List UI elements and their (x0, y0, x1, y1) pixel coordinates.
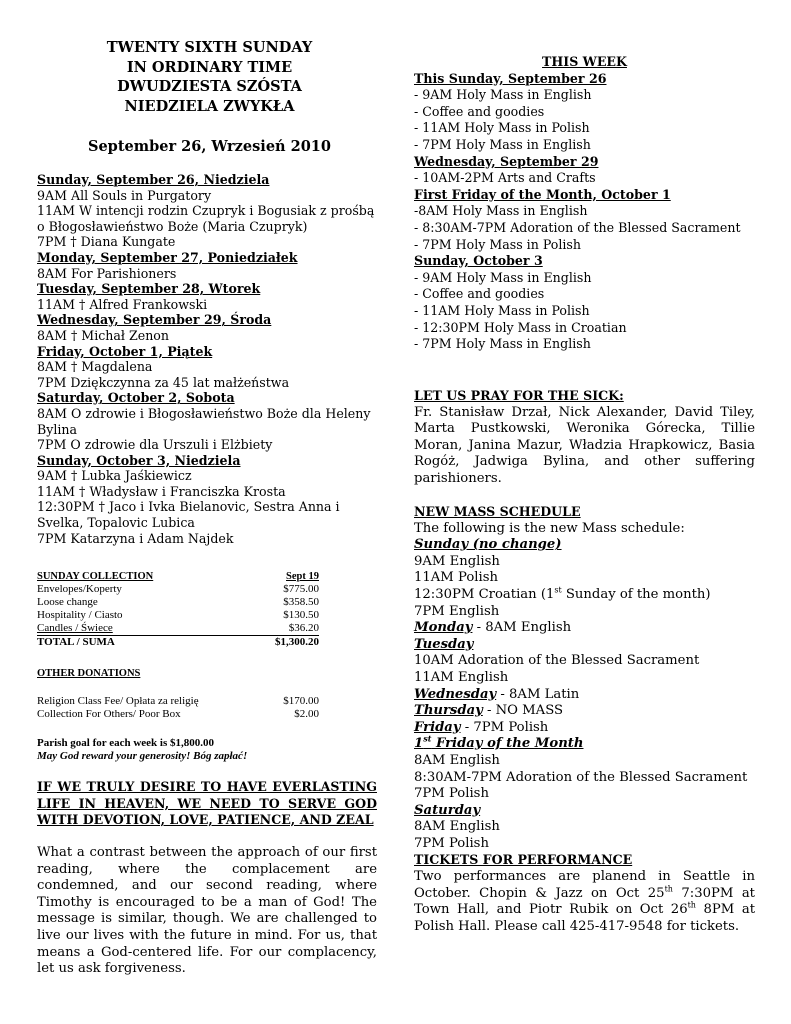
collection-row (37, 609, 319, 622)
schedule-line: 8AM † Michał Zenon (37, 327, 169, 343)
parish-goal-blessing: May God reward your generosity! Bóg zapłać! (37, 750, 248, 762)
tickets-sup: th (664, 884, 673, 894)
collection-row (37, 583, 319, 596)
mass-intentions (37, 172, 382, 546)
bulletin-date: September 26, Wrzesień 2010 (87, 138, 331, 155)
schedule-line: 7PM English (414, 603, 500, 619)
collection-row (37, 596, 319, 609)
collection-amount: $775.00 (283, 583, 319, 595)
day-heading: This Sunday, September 26 (414, 70, 607, 86)
tickets-text: 7:30PM at Town Hall, and Piotr Rubik on Oct 26 (414, 885, 755, 918)
schedule-line: 11AM English (414, 669, 509, 685)
schedule-line: 11AM W intencji rodzin Czupryk i Bogusiak z prośbą o Błogosławieństwo Boże (Maria Czupryk) (37, 203, 375, 234)
title-line: IN ORDINARY TIME (126, 58, 293, 76)
tuesday-label: Tuesday (414, 636, 474, 652)
sick-section (414, 388, 755, 488)
schedule-line: - Coffee and goodies (414, 286, 545, 302)
schedule-line (414, 587, 755, 604)
collection-amount: $130.50 (283, 609, 319, 621)
croatian-pre: 12:30PM Croatian (1 (414, 586, 555, 602)
schedule-line: - 8:30AM-7PM Adoration of the Blessed Sacrament (414, 219, 741, 235)
first-friday-num: 1 (414, 736, 424, 752)
monday-label: Monday (414, 620, 473, 636)
wednesday-label: Wednesday (414, 686, 497, 702)
day-heading: Friday, October 1, Piątek (37, 343, 213, 359)
schedule-line (414, 720, 755, 737)
sunday-collection-table (37, 570, 319, 649)
schedule-line: 11AM Polish (414, 570, 498, 586)
day-heading: Tuesday, September 28, Wtorek (37, 281, 261, 297)
schedule-line: 7PM Polish (414, 786, 489, 802)
schedule-line: 9AM All Souls in Purgatory (37, 187, 212, 203)
tickets-text: Two performances are planend in Seattle in October. Chopin & Jazz on Oct 25 (414, 869, 755, 901)
donation-label: Religion Class Fee/ Opłata za religię (37, 695, 199, 707)
schedule-line: 8AM O zdrowie i Błogosławieństwo Boże dla Heleny Bylina (37, 405, 371, 437)
schedule-line: 7PM † Diana Kungate (37, 234, 176, 250)
schedule-line: 8AM † Magdalena (37, 359, 153, 375)
donation-label: Collection For Others/ Poor Box (37, 708, 181, 720)
schedule-line: -8AM Holy Mass in English (414, 203, 588, 219)
schedule-line: 10AM Adoration of the Blessed Sacrament (414, 653, 700, 669)
day-heading: Monday, September 27, Poniedziałek (37, 249, 298, 265)
parish-goal (37, 737, 382, 763)
new-schedule-intro: The following is the new Mass schedule: (414, 520, 685, 536)
other-donations-table (37, 695, 319, 721)
tickets-body (414, 869, 755, 935)
first-friday-rest: Friday of the Month (431, 736, 584, 752)
thursday-text: - NO MASS (482, 703, 564, 719)
schedule-line: 8AM English (414, 819, 500, 835)
collection-total-label: TOTAL / SUMA (37, 636, 115, 648)
schedule-line: - 11AM Holy Mass in Polish (414, 120, 590, 136)
collection-amount: $358.50 (283, 596, 319, 608)
schedule-line: 8AM English (414, 752, 500, 768)
schedule-line: 11AM † Alfred Frankowski (37, 296, 208, 312)
donation-row (37, 695, 319, 708)
title-line: TWENTY SIXTH SUNDAY (106, 39, 313, 56)
tickets-text: 8PM at Polish Hall. Please call 425-417-9548 for tickets. (414, 902, 756, 934)
day-heading: Sunday, October 3 (414, 253, 543, 269)
day-heading: Saturday, October 2, Sobota (37, 390, 235, 406)
donation-amount: $170.00 (283, 695, 319, 707)
croatian-post: Sunday of the month) (561, 586, 711, 602)
collection-label: Hospitality / Ciasto (37, 609, 123, 621)
this-week-list (414, 71, 755, 353)
saturday-label: Saturday (414, 802, 481, 818)
new-schedule-header: NEW MASS SCHEDULE (414, 504, 581, 519)
schedule-line: 12:30PM † Jaco i Ivka Bielanovic, Sestra Anna i Svelka, Topalovic Lubica (37, 499, 340, 531)
schedule-line: - 9AM Holy Mass in English (414, 269, 592, 285)
monday-text: - 8AM English (472, 620, 572, 636)
friday-text: - 7PM Polish (460, 719, 549, 735)
schedule-line: 8:30AM-7PM Adoration of the Blessed Sacrament (414, 769, 748, 785)
title-line: DWUDZIESTA SZÓSTA (117, 78, 302, 95)
this-week-section (414, 54, 755, 353)
collection-total-row (37, 636, 319, 649)
day-heading: Wednesday, September 29 (414, 153, 599, 169)
collection-label: Candles / Świece (37, 622, 113, 634)
schedule-line: - 9AM Holy Mass in English (414, 87, 592, 103)
donation-amount: $2.00 (294, 708, 319, 720)
sick-header: LET US PRAY FOR THE SICK: (414, 388, 624, 403)
schedule-line: 7PM Katarzyna i Adam Najdek (37, 530, 234, 546)
collection-header-label: SUNDAY COLLECTION (37, 571, 154, 582)
schedule-line: 8AM For Parishioners (37, 265, 177, 281)
schedule-line: - Coffee and goodies (414, 103, 545, 119)
first-friday-sup: st (423, 733, 432, 744)
first-friday-label (414, 733, 755, 753)
schedule-line: 9AM † Lubka Jaśkiewicz (37, 468, 192, 484)
reflection-heading: IF WE TRULY DESIRE TO HAVE EVERLASTING LIFE IN HEAVEN, WE NEED TO SERVE GOD WITH DEVOTION, LOVE, PATIENCE, AND ZEAL (37, 779, 377, 827)
thursday-label: Thursday (414, 703, 483, 719)
schedule-line: - 7PM Holy Mass in English (414, 336, 591, 352)
new-mass-schedule-section (414, 504, 755, 935)
wednesday-text: - 8AM Latin (496, 686, 580, 702)
friday-label: Friday (414, 719, 461, 735)
day-heading: Sunday, October 3, Niedziela (37, 452, 241, 468)
schedule-line: - 7PM Holy Mass in English (414, 136, 591, 152)
schedule-line: 7PM Polish (414, 835, 489, 851)
day-heading: Wednesday, September 29, Środa (37, 312, 272, 328)
schedule-line (414, 687, 755, 704)
schedule-line: 9AM English (414, 553, 500, 569)
new-schedule-body (414, 521, 755, 853)
tickets-sup: th (687, 900, 696, 910)
schedule-line: 11AM † Władysław i Franciszka Krosta (37, 483, 286, 499)
collection-total-amount: $1,300.20 (275, 636, 319, 648)
sick-list: Fr. Stanisław Drzał, Nick Alexander, David Tiley, Marta Pustkowski, Weronika Górecka, Tillie Moran, Janina Mazur, Władzia Hrapkowicz, Basia Rogóż, Jadwiga Bylina, and other suffering parishioners. (414, 404, 755, 486)
donation-row (37, 708, 319, 721)
collection-header-date: Sept 19 (286, 571, 319, 582)
collection-header-row (37, 570, 319, 583)
schedule-line (414, 620, 755, 637)
other-donations-header: OTHER DONATIONS (37, 668, 141, 679)
croatian-sup: st (554, 585, 562, 595)
parish-goal-line: Parish goal for each week is $1,800.00 (37, 737, 215, 749)
collection-row (37, 622, 319, 636)
collection-amount: $36.20 (288, 622, 319, 634)
schedule-line: - 11AM Holy Mass in Polish (414, 302, 590, 318)
schedule-line: - 10AM-2PM Arts and Crafts (414, 170, 596, 186)
schedule-line: 7PM Dziękczynna za 45 lat małżeństwa (37, 374, 290, 390)
schedule-line (414, 703, 755, 720)
schedule-line: - 7PM Holy Mass in Polish (414, 236, 582, 252)
title-line: NIEDZIELA ZWYKŁA (124, 97, 295, 115)
collection-label: Envelopes/Koperty (37, 583, 122, 595)
this-week-header: THIS WEEK (542, 54, 627, 69)
sunday-label: Sunday (no change) (414, 537, 562, 553)
schedule-line: 7PM O zdrowie dla Urszuli i Elżbiety (37, 437, 273, 453)
reflection-body: What a contrast between the approach of our first reading, where the complacement are condemned, and our second reading, where Timothy is encouraged to be a man of God! The message is similar, though. We are challenged to live our lives with the future in mind. For us, that means a God-centered life. For our complacency, let us ask forgiveness. (37, 845, 377, 977)
day-heading: Sunday, September 26, Niedziela (37, 172, 270, 187)
tickets-header: TICKETS FOR PERFORMANCE (414, 852, 633, 868)
day-heading: First Friday of the Month, October 1 (414, 186, 671, 202)
collection-label: Loose change (37, 596, 98, 608)
schedule-line: - 12:30PM Holy Mass in Croatian (414, 319, 627, 335)
bulletin-title (37, 38, 382, 116)
